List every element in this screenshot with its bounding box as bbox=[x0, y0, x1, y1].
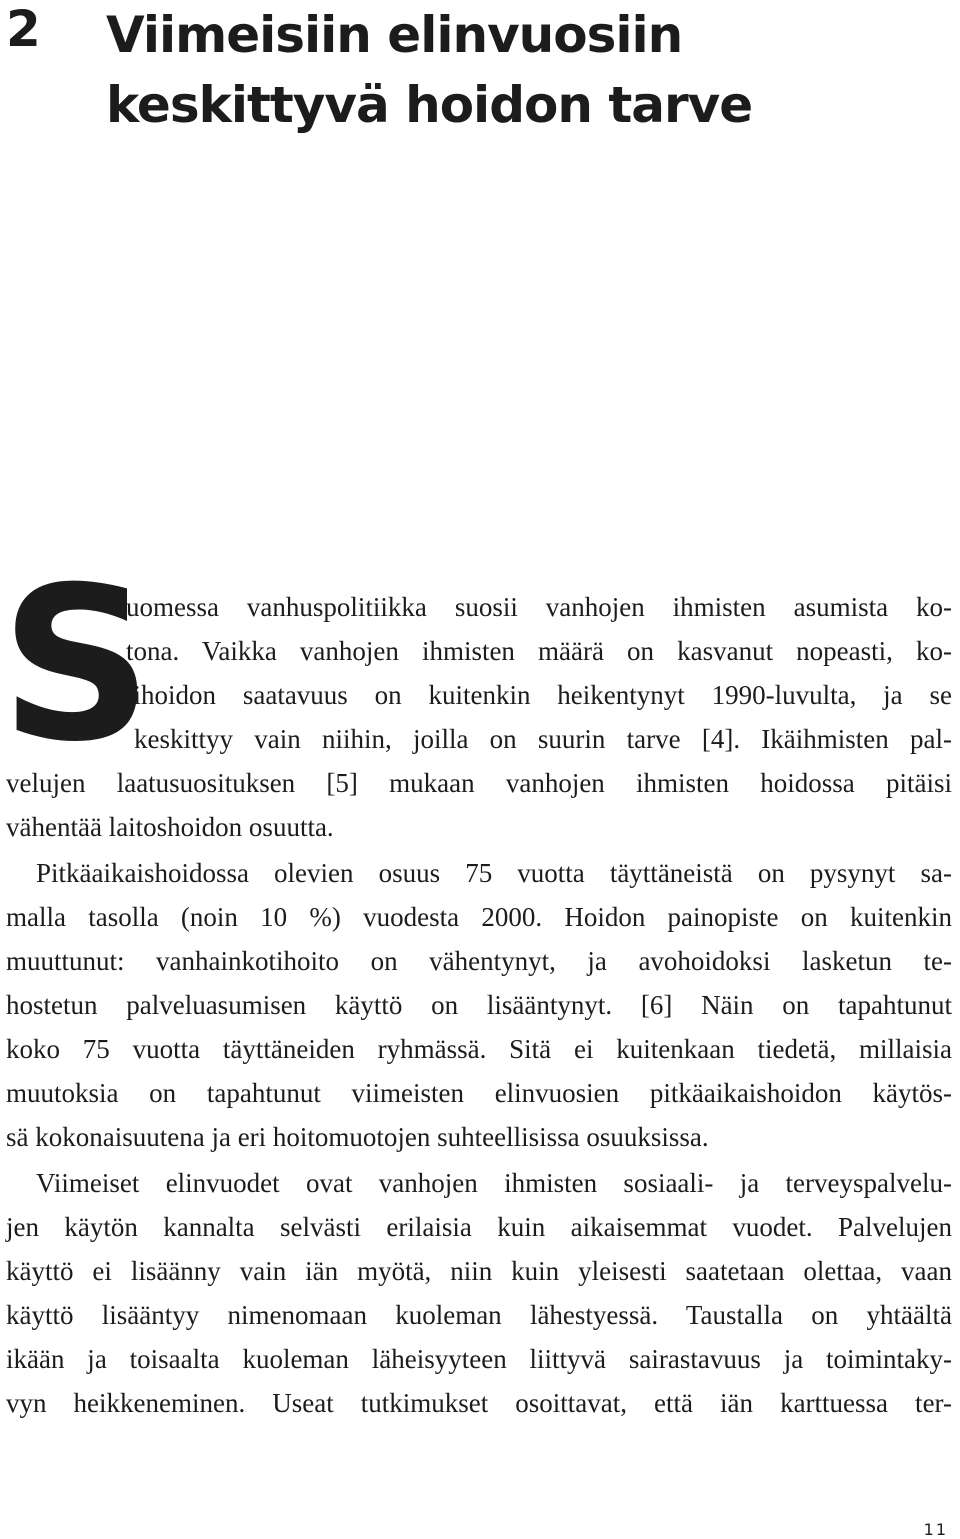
text-line: Pitkäaikaishoidossa olevien osuus 75 vuotta täyttäneistä on pysynyt sa- bbox=[36, 858, 952, 888]
text-line: tihoidon saatavuus on kuitenkin heikentynyt 1990-luvulta, ja se bbox=[126, 680, 952, 710]
text-line: vyn heikkeneminen. Useat tutkimukset osoittavat, että iän karttuessa ter- bbox=[6, 1388, 952, 1418]
chapter-title-line: keskittyvä hoidon tarve bbox=[106, 76, 753, 134]
text-line: keskittyy vain niihin, joilla on suurin tarve [4]. Ikäihmisten pal- bbox=[134, 724, 952, 754]
text-line: Viimeiset elinvuodet ovat vanhojen ihmisten sosiaali- ja terveyspalvelu- bbox=[36, 1168, 952, 1198]
drop-cap: S bbox=[0, 541, 149, 788]
text-line: muutoksia on tapahtunut viimeisten elinvuosien pitkäaikaishoidon käytös- bbox=[6, 1078, 952, 1108]
text-line: vähentää laitoshoidon osuutta. bbox=[6, 812, 334, 842]
chapter-number: 2 bbox=[6, 0, 40, 58]
text-line: hostetun palveluasumisen käyttö on lisääntynyt. [6] Näin on tapahtunut bbox=[6, 990, 952, 1020]
text-line: koko 75 vuotta täyttäneiden ryhmässä. Sitä ei kuitenkaan tiedetä, millaisia bbox=[6, 1034, 952, 1064]
text-line: tona. Vaikka vanhojen ihmisten määrä on kasvanut nopeasti, ko- bbox=[126, 636, 952, 666]
text-line: käyttö lisääntyy nimenomaan kuoleman lähestyessä. Taustalla on yhtäältä bbox=[6, 1300, 952, 1330]
text-line: jen käytön kannalta selvästi erilaisia kuin aikaisemmat vuodet. Palvelujen bbox=[6, 1212, 952, 1242]
text-line: muuttunut: vanhainkotihoito on vähentynyt, ja avohoidoksi lasketun te- bbox=[6, 946, 952, 976]
text-line: uomessa vanhuspolitiikka suosii vanhojen ihmisten asumista ko- bbox=[126, 592, 952, 622]
text-line: sä kokonaisuutena ja eri hoitomuotojen suhteellisissa osuuksissa. bbox=[6, 1122, 709, 1152]
chapter-title-line: Viimeisiin elinvuosiin bbox=[106, 6, 683, 64]
text-line: velujen laatusuosituksen [5] mukaan vanhojen ihmisten hoidossa pitäisi bbox=[6, 768, 952, 798]
text-line: käyttö ei lisäänny vain iän myötä, niin kuin yleisesti saatetaan olettaa, vaan bbox=[6, 1256, 952, 1286]
text-line: ikään ja toisaalta kuoleman läheisyyteen liittyvä sairastavuus ja toimintaky- bbox=[6, 1344, 952, 1374]
chapter-title bbox=[106, 0, 752, 140]
text-line: malla tasolla (noin 10 %) vuodesta 2000. Hoidon painopiste on kuitenkin bbox=[6, 902, 952, 932]
page-number: 11 bbox=[923, 1520, 948, 1539]
